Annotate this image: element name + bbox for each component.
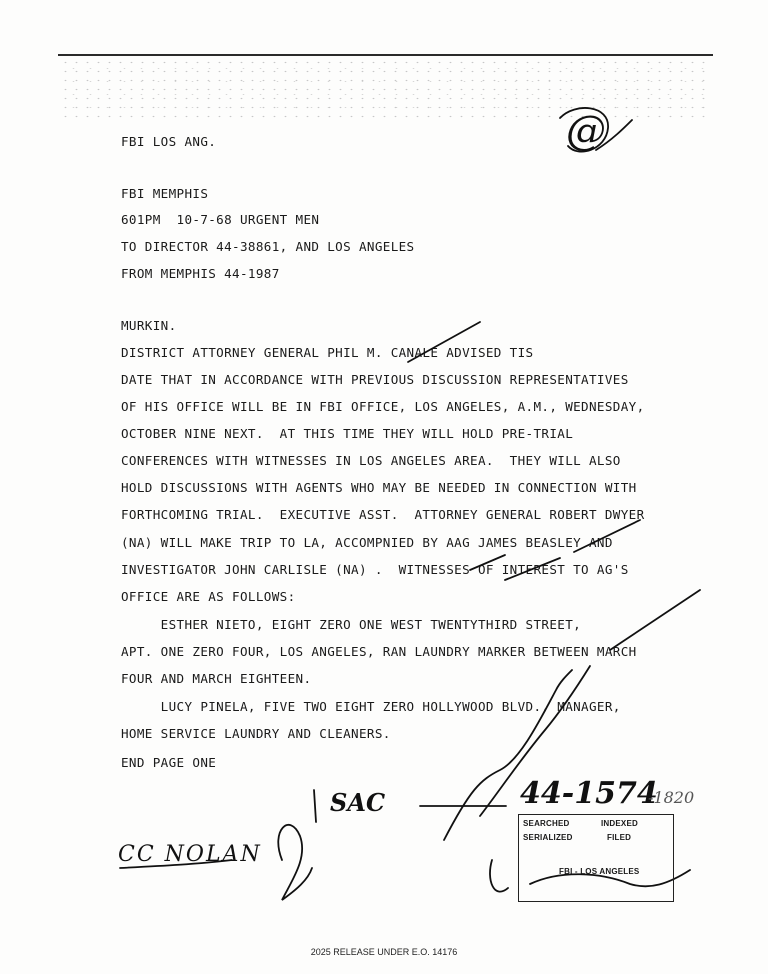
stamp-signature-stroke xyxy=(490,860,508,892)
initials-stroke xyxy=(314,790,316,822)
body-line: ESTHER NIETO, EIGHT ZERO ONE WEST TWENTYTHIRD STREET, xyxy=(121,617,582,632)
body-line: (NA) WILL MAKE TRIP TO LA, ACCOMPNIED BY AAG JAMES BEASLEY AND xyxy=(121,535,613,550)
initials-stroke xyxy=(278,825,312,900)
body-line: FOUR AND MARCH EIGHTEEN. xyxy=(121,671,312,686)
from-line: FROM MEMPHIS 44-1987 xyxy=(121,266,280,281)
stamp-serialized: SERIALIZED xyxy=(523,833,573,842)
body-line: FORTHCOMING TRIAL. EXECUTIVE ASST. ATTORNEY GENERAL ROBERT DWYER xyxy=(121,507,645,522)
file-stamp xyxy=(518,814,674,902)
check-mark-stroke xyxy=(505,558,560,580)
body-line: HOLD DISCUSSIONS WITH AGENTS WHO MAY BE NEEDED IN CONNECTION WITH xyxy=(121,480,637,495)
body-line: DATE THAT IN ACCORDANCE WITH PREVIOUS DISCUSSION REPRESENTATIVES xyxy=(121,372,629,387)
file-number: 44-1574 xyxy=(520,776,658,811)
body-line: LUCY PINELA, FIVE TWO EIGHT ZERO HOLLYWOOD BLVD., MANAGER, xyxy=(121,699,621,714)
end-page-line: END PAGE ONE xyxy=(121,755,217,770)
body-line: HOME SERVICE LAUNDRY AND CLEANERS. xyxy=(121,726,391,741)
subject-line: MURKIN. xyxy=(121,318,177,333)
cc-note: CC NOLAN xyxy=(118,842,262,867)
cc-underline-stroke xyxy=(120,860,232,868)
body-line: DISTRICT ATTORNEY GENERAL PHIL M. CANALE ADVISED TIS xyxy=(121,345,534,360)
circle-loop-stroke xyxy=(560,108,632,152)
signature-stroke xyxy=(480,666,590,816)
stamp-searched: SEARCHED xyxy=(523,819,570,828)
transmission-line: 601PM 10-7-68 URGENT MEN xyxy=(121,212,320,227)
circled-mark: @ xyxy=(566,108,606,154)
release-footer: 2025 RELEASE UNDER E.O. 14176 xyxy=(310,947,458,957)
check-mark-stroke xyxy=(470,555,505,570)
check-mark-stroke xyxy=(574,520,640,552)
header-from: FBI LOS ANG. xyxy=(121,134,217,149)
body-line: CONFERENCES WITH WITNESSES IN LOS ANGELES AREA. THEY WILL ALSO xyxy=(121,453,621,468)
stamp-office: FBI - LOS ANGELES xyxy=(559,867,640,876)
check-mark-stroke xyxy=(610,590,700,650)
body-line: INVESTIGATOR JOHN CARLISLE (NA) . WITNESSES OF INTEREST TO AG'S xyxy=(121,562,629,577)
check-mark-stroke xyxy=(408,322,480,362)
sac-initials: SAC xyxy=(330,788,386,817)
stamp-indexed: INDEXED xyxy=(601,819,638,828)
body-line: APT. ONE ZERO FOUR, LOS ANGELES, RAN LAUNDRY MARKER BETWEEN MARCH xyxy=(121,644,637,659)
body-line: OFFICE ARE AS FOLLOWS: xyxy=(121,589,296,604)
file-serial: -1820 xyxy=(648,788,695,807)
stamp-filed: FILED xyxy=(607,833,632,842)
body-line: OF HIS OFFICE WILL BE IN FBI OFFICE, LOS ANGELES, A.M., WEDNESDAY, xyxy=(121,399,645,414)
to-line: TO DIRECTOR 44-38861, AND LOS ANGELES xyxy=(121,239,415,254)
body-line: OCTOBER NINE NEXT. AT THIS TIME THEY WILL HOLD PRE-TRIAL xyxy=(121,426,574,441)
sender-line: FBI MEMPHIS xyxy=(121,186,209,201)
